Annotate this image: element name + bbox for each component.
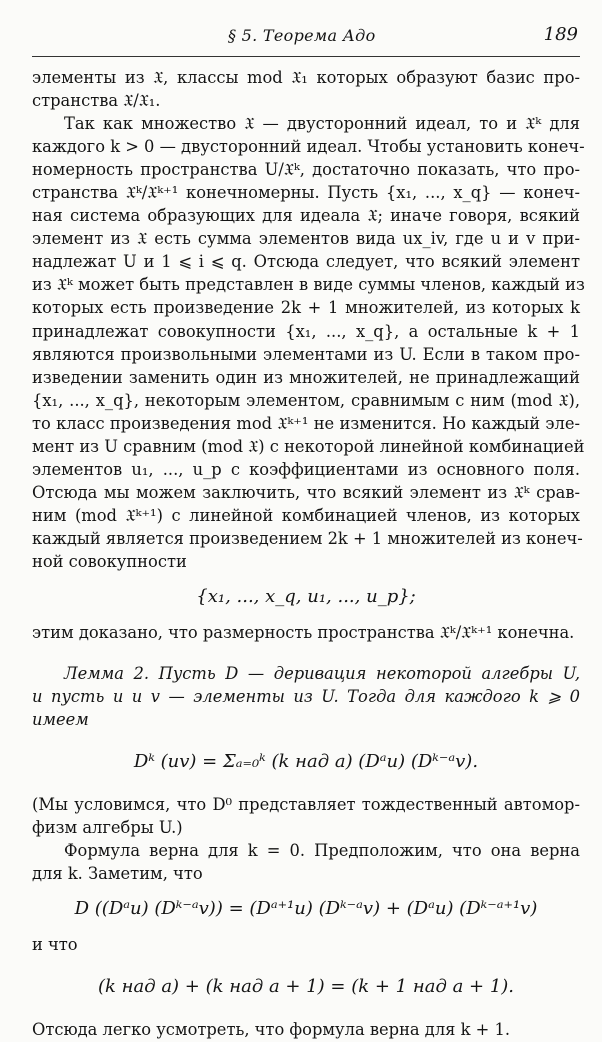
paragraph-4: [32, 793, 580, 839]
text-line: Отсюда легко усмотреть, что формула верна для k + 1.: [32, 1020, 511, 1040]
text-line: являются произвольными элементами из U. Если в таком про-: [32, 344, 580, 364]
equation-leibniz: Dᵏ (uv) = Σₐ₌₀ᵏ (k над a) (Dᵃu) (Dᵏ⁻ᵃv).: [133, 751, 479, 773]
text-line: Отсюда мы можем заключить, что всякий элемент из 𝔛ᵏ срав-: [32, 482, 580, 502]
text-line: элементов u₁, ..., u_p с коэффициентами из основного поля.: [32, 459, 580, 479]
text-line: то класс произведения mod 𝔛ᵏ⁺¹ не изменится. Но каждый эле-: [32, 413, 580, 433]
spacer: [32, 644, 580, 662]
text-line: (Мы условимся, что D⁰ представляет тождественный автомор-: [32, 795, 580, 815]
header-rule: [32, 56, 580, 57]
paragraph-2: [32, 112, 585, 573]
text-line: надлежат U и 1 ⩽ i ⩽ q. Отсюда следует, что всякий элемент: [32, 252, 580, 272]
lemma-line: имеем: [32, 710, 89, 730]
equation-set: {x₁, ..., x_q, u₁, ..., u_p};: [196, 586, 416, 608]
text-line: странства 𝔛/𝔛₁.: [32, 91, 161, 111]
lemma-2: [32, 662, 580, 731]
paragraph-6: [32, 933, 580, 956]
paragraph-7: [32, 1018, 580, 1041]
text-line: которых есть произведение 2k + 1 множителей, из которых k: [32, 298, 580, 318]
text-line: физм алгебры U.): [32, 818, 183, 838]
page-number: 189: [543, 24, 578, 45]
paragraph-5: [32, 839, 580, 885]
text-line: для k. Заметим, что: [32, 864, 203, 884]
page-header: [32, 22, 580, 46]
text-line: мент из U сравним (mod 𝔛) с некоторой линейной комбинацией: [32, 436, 585, 456]
text-line: {x₁, ..., x_q}, некоторым элементом, сравнимым с ним (mod 𝔛),: [32, 390, 580, 410]
text-line: номерность пространства U/𝔛ᵏ, достаточно показать, что про-: [32, 160, 580, 180]
text-line: элементы из 𝔛, классы mod 𝔛₁ которых образуют базис про-: [32, 68, 580, 87]
text-line: изведении заменить один из множителей, не принадлежащий: [32, 367, 580, 387]
text-line: элемент из 𝔛 есть сумма элементов вида ux_iv, где u и v при-: [32, 229, 580, 249]
text-line: из 𝔛ᵏ может быть представлен в виде суммы членов, каждый из: [32, 275, 585, 295]
body-text: [32, 66, 585, 1042]
text-line: Так как множество 𝔛 — двусторонний идеал, то и 𝔛ᵏ для: [64, 114, 580, 134]
running-title: § 5. Теорема Адо: [228, 26, 376, 45]
paragraph-3: [32, 621, 580, 644]
lemma-line: Лемма 2. Пусть D — деривация некоторой алгебры U,: [64, 664, 580, 684]
paragraph-1: [32, 66, 580, 112]
text-line: и что: [32, 935, 78, 955]
book-page: [32, 0, 585, 1040]
lemma-line: и пусть u и v — элементы из U. Тогда для каждого k ⩾ 0: [32, 687, 580, 707]
text-line: принадлежат совокупности {x₁, ..., x_q}, а остальные k + 1: [32, 321, 580, 341]
text-line: ная система образующих для идеала 𝔛; иначе говоря, всякий: [32, 206, 580, 226]
equation-binomial: (k над a) + (k над a + 1) = (k + 1 над a + 1).: [97, 976, 515, 998]
text-line: ной совокупности: [32, 551, 187, 571]
text-line: каждый является произведением 2k + 1 множителей из конеч-: [32, 528, 583, 548]
text-line: каждого k > 0 — двусторонний идеал. Чтобы установить конеч-: [32, 137, 585, 157]
text-line: Формула верна для k = 0. Предположим, что она верна: [64, 841, 580, 861]
text-line: ним (mod 𝔛ᵏ⁺¹) с линейной комбинацией членов, из которых: [32, 505, 580, 525]
equation-derivation: D ((Dᵃu) (Dᵏ⁻ᵃv)) = (Dᵃ⁺¹u) (Dᵏ⁻ᵃv) + (Dᵃu) (Dᵏ⁻ᵃ⁺¹v): [74, 898, 538, 920]
text-line: странства 𝔛ᵏ/𝔛ᵏ⁺¹ конечномерны. Пусть {x₁, ..., x_q} — конеч-: [32, 183, 580, 203]
text-line: этим доказано, что размерность пространства 𝔛ᵏ/𝔛ᵏ⁺¹ конечна.: [32, 623, 575, 643]
